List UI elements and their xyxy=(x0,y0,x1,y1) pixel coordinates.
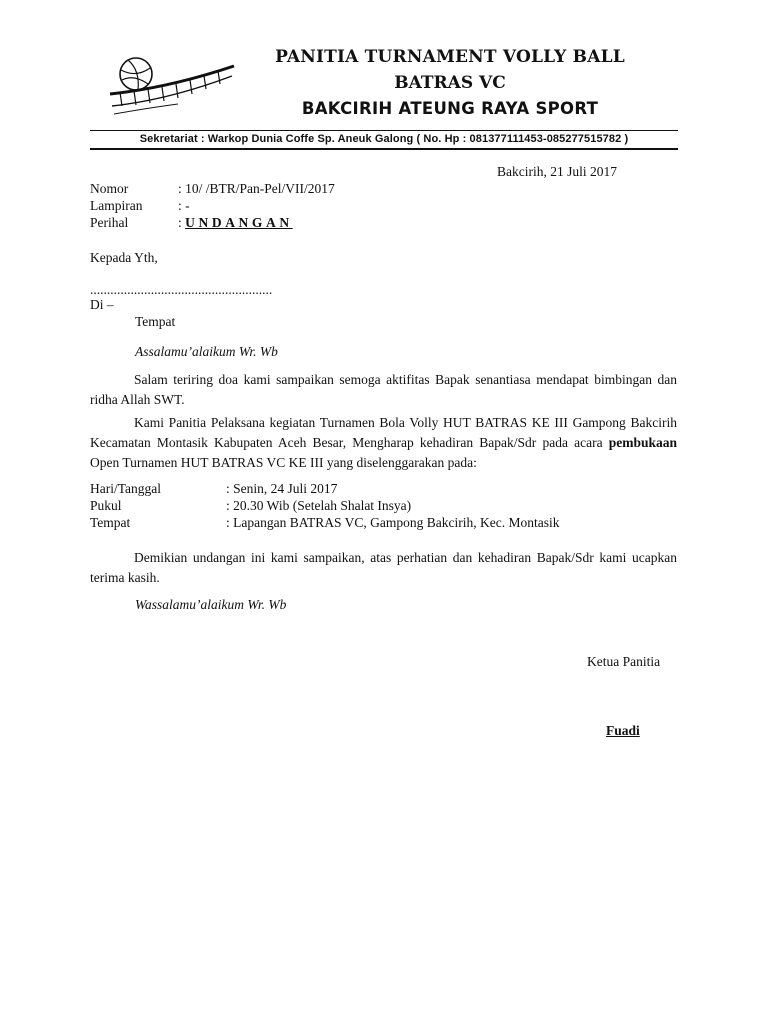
invitation-text-bold: pembukaan xyxy=(608,435,677,450)
header-title: PANITIA TURNAMENT VOLLY BALL xyxy=(275,47,625,67)
closing-greeting: Wassalamu’alaikum Wr. Wb xyxy=(135,597,287,612)
detail-label-date: Hari/Tanggal xyxy=(90,481,162,496)
addressee-tempat: Tempat xyxy=(135,314,176,329)
detail-value-place: : Lapangan BATRAS VC, Gampong Bakcirih, Kec. Montasik xyxy=(226,515,560,530)
header-subtitle: BATRAS VC xyxy=(394,73,506,93)
signer-name: Fuadi xyxy=(606,723,640,738)
meta-value-perihal xyxy=(178,214,293,231)
meta-label-lampiran: Lampiran xyxy=(90,198,143,213)
opening-greeting: Assalamu’alaikum Wr. Wb xyxy=(135,344,278,359)
meta-prefix: : xyxy=(178,215,186,230)
paragraph-closing: Demikian undangan ini kami sampaikan, atas perhatian dan kehadiran Bapak/Sdr kami ucapkan terima kasih. xyxy=(90,550,677,585)
subject-undangan: UNDANGAN xyxy=(185,215,293,230)
header-organization: BAKCIRIH ATEUNG RAYA SPORT xyxy=(301,99,599,118)
addressee-greeting: Kepada Yth, xyxy=(90,250,158,265)
invitation-text-start: Kami Panitia Pelaksana kegiatan Turnamen Bola Volly HUT BATRAS KE III Gampong Bakcirih Kecamatan Montasik Kabupaten Aceh Besar, Mengharap kehadiran Bapak/Sdr pada acara xyxy=(90,415,677,450)
header-rule-bottom xyxy=(90,148,678,150)
invitation-text-end: Open Turnamen HUT BATRAS VC KE III yang diselenggarakan pada: xyxy=(90,455,477,470)
secretariat-line: Sekretariat : Warkop Dunia Coffe Sp. Aneuk Galong ( No. Hp : 081377111453-085277515782 ) xyxy=(139,133,629,145)
meta-label-nomor: Nomor xyxy=(90,181,129,196)
header-rule-top xyxy=(90,130,678,131)
addressee-dots: ...................................................... xyxy=(90,282,273,297)
meta-value-nomor: : 10/ /BTR/Pan-Pel/VII/2017 xyxy=(178,181,335,196)
addressee-di: Di – xyxy=(90,297,114,312)
signer-title: Ketua Panitia xyxy=(587,654,661,669)
paragraph-invitation xyxy=(90,413,677,473)
detail-value-time: : 20.30 Wib (Setelah Shalat Insya) xyxy=(226,498,412,513)
meta-label-perihal: Perihal xyxy=(90,215,129,230)
place-date: Bakcirih, 21 Juli 2017 xyxy=(497,164,617,179)
detail-label-place: Tempat xyxy=(90,515,131,530)
paragraph-blessing: Salam teriring doa kami sampaikan semoga aktifitas Bapak senantiasa mendapat bimbingan dan ridha Allah SWT. xyxy=(90,372,677,407)
detail-value-date: : Senin, 24 Juli 2017 xyxy=(226,481,338,496)
detail-label-time: Pukul xyxy=(90,498,122,513)
meta-value-lampiran: : - xyxy=(178,198,190,213)
